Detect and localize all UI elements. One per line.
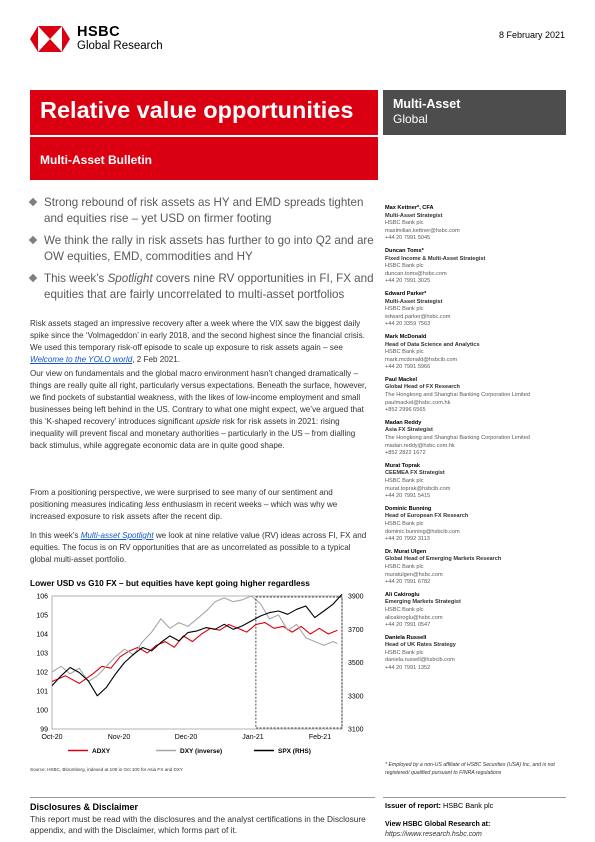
author-company: HSBC Bank plc (385, 520, 424, 527)
series-line (52, 594, 342, 696)
author-company: HSBC Bank plc (385, 649, 424, 656)
author-company: HSBC Bank plc (385, 478, 424, 484)
key-point: This week’s Spotlight covers nine RV opportunities in FI, FX and equities that are fairly uncorrelated to multi-asset portfolios (30, 271, 375, 303)
author-entry (385, 291, 570, 329)
author-role: CEEMEA FX Strategist (385, 470, 445, 477)
author-role: Emerging Markets Strategist (385, 599, 461, 606)
footer-divider (383, 797, 566, 798)
brand-subtitle: Global Research (77, 40, 163, 52)
author-entry (385, 334, 570, 372)
author-company: HSBC Bank plc (385, 606, 424, 613)
author-name: Ali Cakiroglu (385, 591, 420, 598)
author-role: Global Head of Emerging Markets Research (385, 556, 502, 563)
author-entry (385, 549, 570, 587)
y-left-tick-label: 104 (36, 631, 48, 639)
author-company: HSBC Bank plc (385, 306, 424, 313)
author-name: Mark McDonald (385, 333, 427, 340)
bullet-diamond-icon (29, 274, 37, 282)
author-phone: +44 20 7991 1352 (385, 665, 431, 672)
author-role: Asia FX Strategist (385, 427, 433, 434)
legend-label: SPX (RHS) (278, 748, 311, 755)
author-email[interactable]: muratulgen@hsbc.com (385, 571, 443, 578)
x-tick-label: Jan-21 (242, 734, 264, 741)
author-entry (385, 377, 570, 415)
chart-source: Source: HSBC, Bloomberg, indexed at 100 in Oct 100 for Asia FX and DXY (30, 767, 183, 772)
author-phone: +44 20 7991 0547 (385, 622, 431, 629)
key-point: Strong rebound of risk assets as HY and EMD spreads tighten and equities rise – yet USD on firmer footing (30, 195, 375, 227)
body-paragraph: From a positioning perspective, we were surprised to see many of our sentiment and positioning measures indicating less enthusiasm in recent weeks – which was why we increased exposure to risk assets after the recent dip. (30, 488, 338, 521)
author-email[interactable]: paulmackel@hsbc.com.hk (385, 399, 451, 406)
y-left-tick-label: 105 (36, 612, 48, 620)
author-role: Multi-Asset Strategist (385, 298, 443, 305)
author-phone: +44 20 7992 3113 (385, 536, 430, 543)
legend-label: ADXY (92, 748, 111, 755)
x-tick-label: Dec-20 (174, 734, 198, 741)
author-email[interactable]: mark.mcdonald@hsbcib.com (385, 356, 458, 363)
y-left-tick-label: 101 (36, 688, 48, 696)
author-entry (385, 248, 570, 286)
view-research-heading: View HSBC Global Research at: (385, 821, 491, 828)
author-entry (385, 506, 570, 544)
author-email[interactable]: maximilian.kettner@hsbc.com (385, 227, 460, 234)
author-role: Global Head of FX Research (385, 384, 460, 391)
author-phone: +44 20 7991 3025 (385, 278, 431, 285)
author-company: The Hongkong and Shanghai Banking Corporation Limited (385, 392, 530, 399)
multi-asset-spotlight-link[interactable]: Multi-asset Spotlight (80, 531, 154, 540)
body-paragraph: In this week’s Multi-asset Spotlight we look at nine relative value (RV) ideas across FI, FX and equities. The focus is on RV opportunities that are as uncorrelated as possible to a typical global multi-asset portfolio. (30, 531, 367, 564)
x-tick-label: Nov-20 (107, 734, 131, 741)
research-url-link[interactable]: https://www.research.hsbc.com (385, 831, 482, 838)
author-email[interactable]: madan.reddy@hsbc.com.hk (385, 442, 455, 449)
bullet-diamond-icon (29, 236, 37, 244)
author-company: HSBC Bank plc (385, 263, 424, 270)
legend-label: DXY (inverse) (180, 748, 223, 755)
issuer-of-report: Issuer of report: HSBC Bank plc (385, 801, 494, 810)
y-left-tick-label: 106 (36, 593, 48, 601)
usd-fx-spx-chart (30, 590, 376, 766)
author-entry (385, 463, 570, 501)
author-name: Dr. Murat Ulgen (385, 548, 427, 555)
author-name: Dominic Bunning (385, 505, 432, 512)
author-entry (385, 205, 570, 243)
sector-region: Global (393, 112, 428, 126)
author-name: Madan Reddy (385, 419, 422, 426)
body-paragraph: Risk assets staged an impressive recovery after a week where the VIX saw the biggest daily spike since the ‘Volmageddon’ in early 2018, and the second highest since the financial crisis. We used this temporary risk-off episode to scale up exposure to risk assets again – see Welcome to the YOLO world, 2 Feb 2021. (30, 319, 365, 364)
key-points (30, 195, 375, 309)
author-phone: +852 2822 1672 (385, 450, 426, 457)
author-company: HSBC Bank plc (385, 349, 424, 356)
footer-divider (30, 797, 375, 798)
author-email[interactable]: daniela.russell@hsbcib.com (385, 657, 455, 664)
author-role: Head of Data Science and Analytics (385, 341, 480, 348)
author-role: Fixed Income & Multi-Asset Strategist (385, 255, 486, 262)
y-left-tick-label: 102 (36, 669, 48, 677)
x-tick-label: Feb-21 (308, 734, 332, 741)
author-email[interactable]: murat.toprak@hsbcib.com (385, 485, 451, 492)
sector-name: Multi-Asset (393, 97, 461, 111)
author-phone: +852 2996 6565 (385, 407, 426, 414)
footnote: * Employed by a non-US affiliate of HSBC Securities (USA) Inc, and is not registered/ qualified pursuant to FINRA regulations (385, 762, 555, 776)
chart-title: Lower USD vs G10 FX – but equities have kept going higher regardless (30, 578, 310, 588)
author-list (385, 205, 570, 678)
y-right-tick-label: 3300 (348, 693, 364, 701)
author-phone: +44 20 7991 5045 (385, 235, 431, 242)
y-right-tick-label: 3500 (348, 660, 364, 667)
author-email[interactable]: alicakiroglu@hsbc.com (385, 614, 443, 621)
disclosure-text: This report must be read with the disclosures and the analyst certifications in the Disclosure appendix, and with the Disclaimer, which forms part of it. (30, 814, 366, 835)
y-right-tick-label: 3100 (348, 726, 364, 734)
hsbc-logo-icon (30, 26, 70, 52)
author-name: Daniela Russell (385, 634, 427, 641)
author-email[interactable]: duncan.toms@hsbc.com (385, 270, 447, 277)
y-right-tick-label: 3900 (348, 593, 364, 601)
y-left-tick-label: 103 (36, 650, 48, 658)
yolo-world-link[interactable]: Welcome to the YOLO world (30, 355, 133, 364)
report-date: 8 February 2021 (498, 30, 565, 40)
body-paragraph: Our view on fundamentals and the global macro environment hasn’t changed dramatically – things are really quite all right, particularly versus expectations. Beneath the surface, however, we find pockets of substantial weakness, with the likes of low-income employment and small businesses being left behind in the US. Contrary to what one might expect, we’ve argued that this ‘K-shaped recovery’ introduces significant upside risk for risk assets in 2021: rising inequality will prevent fiscal and monetary authorities – particularly in the US – from dialling back stimulus, while aggregate economic data are in quite good shape. (30, 369, 367, 450)
bullet-diamond-icon (29, 198, 37, 206)
y-right-tick-label: 3700 (348, 626, 364, 634)
author-phone: +44 20 7991 5415 (385, 493, 431, 500)
author-role: Head of European FX Research (385, 513, 469, 520)
series-line (52, 596, 338, 682)
author-company: HSBC Bank plc (385, 220, 424, 227)
author-email[interactable]: dominic.bunning@hsbcib.com (385, 528, 460, 535)
x-tick-label: Oct-20 (41, 734, 63, 741)
author-name: Murat Toprak (385, 462, 421, 469)
author-name: Duncan Toms* (385, 247, 424, 254)
author-role: Head of UK Rates Strategy (385, 642, 456, 649)
author-phone: +44 20 7991 6782 (385, 579, 431, 586)
author-name: Edward Parker* (385, 290, 427, 297)
author-email[interactable]: edward.parker@hsbc.com (385, 313, 451, 320)
author-entry (385, 635, 570, 673)
report-title: Relative value opportunities (40, 97, 354, 123)
author-phone: +44 20 3359 7563 (385, 321, 431, 328)
author-entry (385, 420, 570, 458)
plot-frame (52, 596, 342, 729)
author-company: HSBC Bank plc (385, 563, 424, 570)
author-company: The Hongkong and Shanghai Banking Corporation Limited (385, 435, 530, 442)
disclosure-heading: Disclosures & Disclaimer (30, 802, 139, 812)
report-subtitle: Multi-Asset Bulletin (40, 153, 153, 167)
author-entry (385, 592, 570, 630)
author-role: Multi-Asset Strategist (385, 212, 443, 219)
author-name: Max Kettner*, CFA (385, 205, 434, 211)
author-phone: +44 20 7991 5966 (385, 364, 431, 371)
brand-name: HSBC (77, 24, 121, 40)
author-name: Paul Mackel (385, 376, 418, 383)
y-left-tick-label: 100 (36, 707, 48, 715)
key-point: We think the rally in risk assets has further to go into Q2 and are OW equities, EMD, commodities and HY (30, 233, 375, 265)
y-left-tick-label: 99 (40, 726, 48, 734)
